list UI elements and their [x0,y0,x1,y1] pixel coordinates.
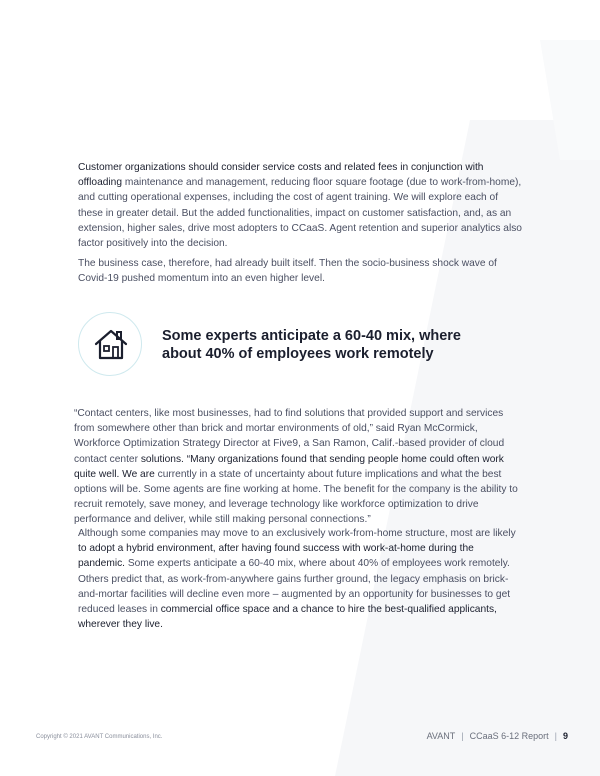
callout-icon-circle [78,312,142,376]
body-paragraph-3 [74,406,524,528]
body-paragraph-4 [78,526,523,632]
footer-brand: AVANT [426,731,456,741]
house-icon [93,326,129,362]
body-paragraph-1 [78,160,523,251]
footer-separator: | [554,731,557,741]
text-run: The business case, therefore, had already built itself. Then the socio-business shock wave of Covid-19 pushed momentum into an even higher level. [78,258,497,285]
text-run: “Contact centers, like most businesses, had to find solutions that provided support and services from somewhere other than brick and mortar environments of old,” said Ryan McCormick, Workforce Optimization Strategy Director at Five9, a San Ramon, Calif.-based provider of cloud contact center [74,408,505,465]
text-run: maintenance and management, reducing floor square footage (due to work-from-home), and cutting operational expenses, including the cost of agent training. We will explore each of these in greater detail. But the added functionalities, impact on customer satisfaction, and, as an extension, higher sales, drive most adopters to CCaaS. Agent retention and superior analytics also factor positively into the decision. [78,177,522,250]
footer-report-label [427,731,568,741]
text-run: Some experts anticipate a 60-40 mix, where about 40% of employees work remotely. Others predict that, as work-from-anywhere gains further ground, the legacy emphasis on brick-and-mortar facilities will decline even more – augmented by an opportunity for businesses to get reduced leases in [78,558,511,616]
text-run: Customer organizations should consider service costs and related fees in conjunction with offloading [78,162,484,189]
text-run: currently in a state of uncertainty about future implications and what the best options will be. Some agents are fine working at home. The benefit for the company is the ability to recruit remotely, save money, and leverage technology like workforce optimization to drive performance and deliver, while still making personal connections.” [74,468,518,526]
page-number: 9 [562,731,568,741]
body-paragraph-2 [78,256,523,286]
text-run: commercial office space and a chance to hire the best-qualified applicants, wherever they live. [78,604,497,631]
footer-report-name: CCaaS 6-12 Report [469,731,549,741]
text-run: to adopt a hybrid environment, after having found success with work-at-home during the pandemic. [78,543,474,570]
footer-separator: | [461,731,464,741]
text-run: Although some companies may move to an exclusively work-from-home structure, most are likely [78,528,516,539]
callout-heading: Some experts anticipate a 60-40 mix, where about 40% of employees work remotely [162,328,461,362]
text-run: solutions. “Many organizations found that sending people home could often work quite well. We are [74,453,504,480]
copyright-text: Copyright © 2021 AVANT Communications, Inc. [36,734,163,740]
